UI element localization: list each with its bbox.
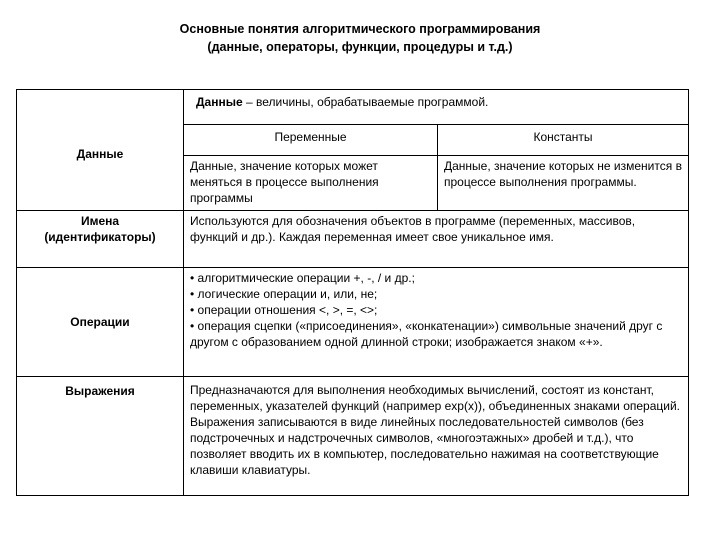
- list-item: • операции отношения <, >, =, <>;: [190, 303, 378, 317]
- term-data: Данные: [17, 90, 184, 211]
- expressions-description: [184, 377, 689, 496]
- table-row-data-definition: [17, 90, 689, 125]
- concepts-table: [16, 89, 689, 496]
- table-row-operations: [17, 268, 689, 377]
- expressions-paragraph-1: Предназначаются для выполнения необходимых вычислений, состоят из констант, переменных, указателей функций (например exp(x)), объединенных знаками операций.: [190, 383, 681, 413]
- table-row-expressions: [17, 377, 689, 496]
- table-row-names: [17, 211, 689, 268]
- expressions-paragraph-2: Выражения записываются в виде линейных последовательностей символов (без подстрочечных и надстрочечных символов, «многоэтажных» дробей и т.д.), что позволяет вводить их в компьютер, последовательно нажимая на соответствующие клавиши клавиатуры.: [190, 415, 659, 477]
- data-definition-text: – величины, обрабатываемые программой.: [242, 95, 489, 109]
- constants-description: Данные, значение которых не изменится в процессе выполнения программы.: [438, 156, 689, 211]
- term-expressions: Выражения: [17, 377, 184, 496]
- data-definition: [184, 90, 689, 125]
- operations-list: [184, 268, 689, 377]
- list-item: • логические операции и, или, не;: [190, 287, 378, 301]
- names-description: Используются для обозначения объектов в программе (переменных, массивов, функций и др.). Каждая переменная имеет свое уникальное имя.: [184, 211, 689, 268]
- title-line-1: Основные понятия алгоритмического программирования: [179, 22, 541, 36]
- term-operations: Операции: [17, 268, 184, 377]
- variables-header: Переменные: [184, 125, 438, 156]
- variables-description: Данные, значение которых может меняться в процессе выполнения программы: [184, 156, 438, 211]
- term-names: Имена (идентификаторы): [17, 211, 184, 268]
- data-definition-term: Данные: [196, 95, 243, 109]
- constants-header: Константы: [438, 125, 689, 156]
- list-item: • операция сцепки («присоединения», «конкатенации») символьные значений друг с другом с образованием одной длинной строки; изображается знаком «+».: [190, 319, 663, 349]
- list-item: • алгоритмические операции +, -, / и др.;: [190, 271, 415, 285]
- title-line-2: (данные, операторы, функции, процедуры и т.д.): [207, 40, 513, 54]
- page-title: [0, 20, 720, 56]
